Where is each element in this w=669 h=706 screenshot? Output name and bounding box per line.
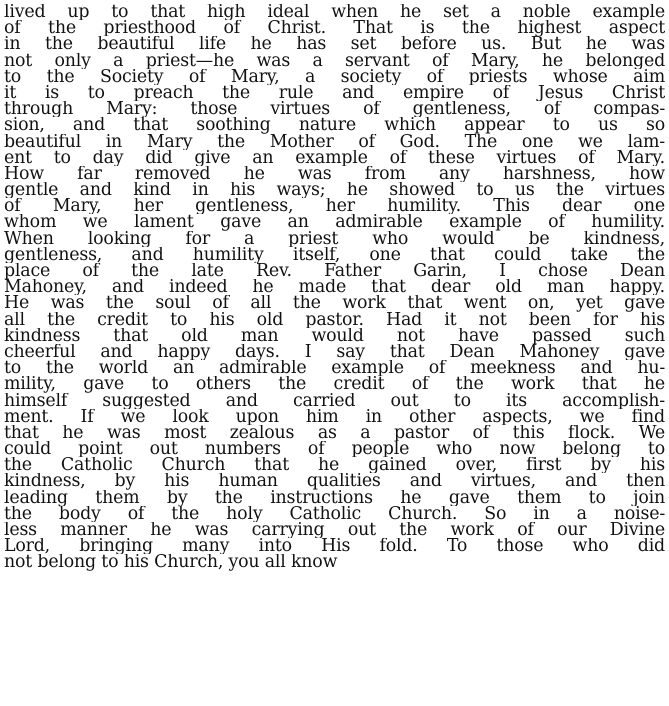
text-line: through Mary: those virtues of gentleness, of compas- [4,101,665,118]
text-line: whom we lament gave an admirable example of humility. [4,214,665,231]
text-line: not only a priest—he was a servant of Mary, he belonged [4,52,665,69]
text-line: the body of the holy Catholic Church. So in a noise- [4,505,665,522]
text-line: to the Society of Mary, a society of priests whose aim [4,68,665,85]
text-line: sion, and that soothing nature which appear to us so [4,117,665,134]
text-line: in the beautiful life he has set before us. But he was [4,36,665,53]
text-line: gentleness, and humility itself, one that could take the [4,246,665,263]
text-line: the Catholic Church that he gained over, first by his [4,457,665,474]
text-line: How far removed he was from any harshness, how [4,165,665,183]
text-line: to the world an admirable example of meekness and hu- [4,360,665,377]
text-line: Lord, bringing many into His fold. To those who did [4,538,665,555]
text-line: not belong to his Church, you all know [4,554,338,571]
text-line: kindness, by his human qualities and virtues, and then [4,473,665,490]
text-line: cheerful and happy days. I say that Dean Mahoney gave [4,343,665,361]
text-line: it is to preach the rule and empire of Jesus Christ [4,84,665,102]
text-line: of the priesthood of Christ. That is the highest aspect [4,20,665,37]
text-line: less manner he was carrying out the work of our Divine [4,522,665,539]
text-line: leading them by the instructions he gave them to join [4,489,665,506]
text-line: gentle and kind in his ways; he showed to us the virtues [4,182,665,199]
text-line: When looking for a priest who would be kindness, [4,230,665,247]
text-line: mility, gave to others the credit of the work that he [4,376,665,393]
text-line: himself suggested and carried out to its accomplish- [4,392,665,409]
text-line: kindness that old man would not have passed such [4,327,665,344]
text-line: that he was most zealous as a pastor of this flock. We [4,424,665,442]
text-line: beautiful in Mary the Mother of God. The one we lam- [4,133,665,150]
text-line: lived up to that high ideal when he set a noble example [4,4,665,21]
text-line: of Mary, her gentleness, her humility. This dear one [4,198,665,215]
text-line: could point out numbers of people who now belong to [4,441,665,458]
text-line: ment. If we look upon him in other aspects, we find [4,408,665,425]
text-line: place of the late Rev. Father Garin, I chose Dean [4,263,665,280]
text-line: Mahoney, and indeed he made that dear old man happy. [4,279,665,296]
text-line: ent to day did give an example of these virtues of Mary. [4,149,665,166]
text-line: He was the soul of all the work that went on, yet gave [4,295,665,312]
text-line: all the credit to his old pastor. Had it not been for his [4,311,665,328]
